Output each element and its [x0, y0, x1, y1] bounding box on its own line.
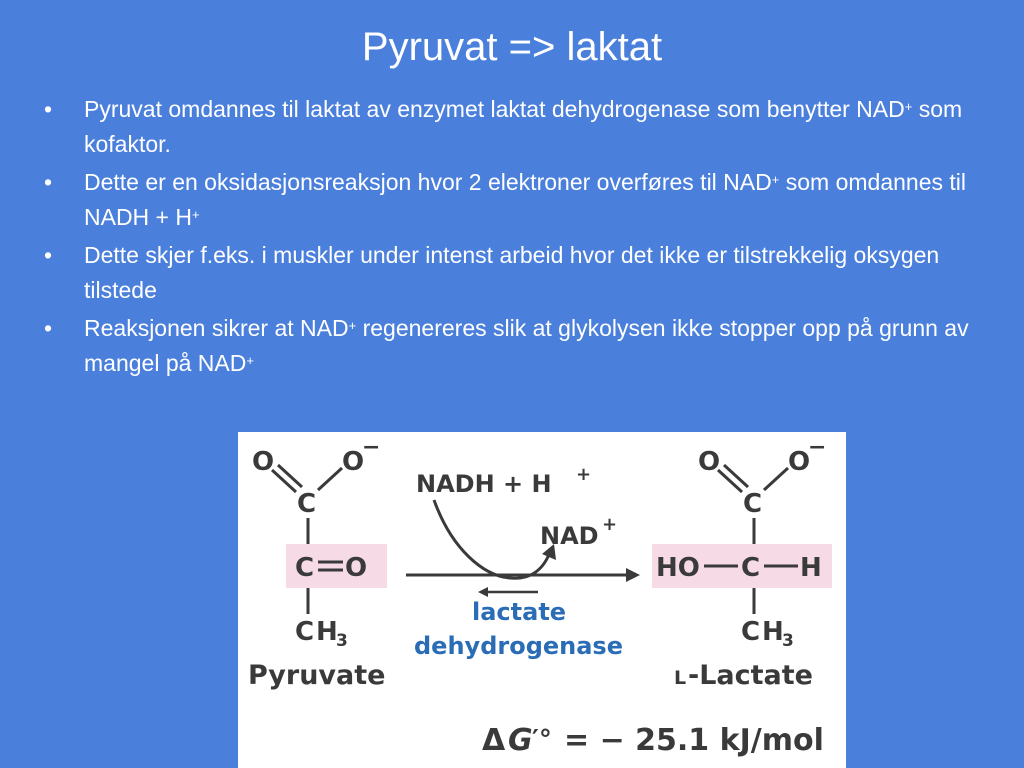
prime-degree: ′°: [532, 725, 552, 755]
atom-o: O: [788, 447, 811, 477]
bullet-text: Dette skjer f.eks. i muskler under intenst arbeid hvor det ikke er tilstrekkelig oksygen tilstede: [84, 242, 940, 303]
enzyme-label: lactate: [472, 598, 567, 626]
bullet-marker: •: [44, 169, 53, 195]
bond: [724, 465, 748, 487]
enzyme-label: dehydrogenase: [414, 632, 623, 660]
superscript-plus: +: [348, 318, 357, 333]
superscript-plus: +: [576, 464, 592, 485]
reaction-figure: [238, 432, 846, 768]
bullet-list: [44, 92, 984, 384]
atom-h: H: [762, 617, 784, 647]
bullet-text: Pyruvat omdannes til laktat av enzymet laktat dehydrogenase som benytter NAD: [84, 96, 905, 122]
bullet-item: [44, 238, 984, 308]
subscript-3: 3: [336, 631, 348, 651]
l-prefix: L: [674, 667, 687, 689]
bullet-text: som omdannes til NADH + H: [84, 169, 966, 230]
atom-c: C: [295, 553, 315, 583]
bullet-marker: •: [44, 96, 53, 122]
atom-o: O: [698, 447, 721, 477]
superscript-plus: +: [192, 207, 200, 222]
reaction-diagram: [238, 432, 846, 768]
delta-symbol: Δ: [482, 723, 506, 758]
atom-o: O: [252, 447, 275, 477]
atom-h: H: [800, 553, 822, 583]
g-symbol: G: [508, 723, 533, 758]
arrowhead: [626, 568, 640, 582]
bullet-text: regenereres slik at glykolysen ikke stopper opp på grunn av mangel på NAD: [84, 315, 969, 376]
atom-o: O: [342, 447, 365, 477]
superscript-plus: +: [246, 353, 254, 368]
bullet-item: [44, 311, 984, 381]
nad-label: NAD: [540, 522, 599, 550]
bond: [272, 470, 296, 492]
free-energy: [482, 723, 824, 758]
energy-value: = − 25.1 kJ/mol: [564, 723, 824, 758]
bullet-item: [44, 92, 984, 162]
bullet-item: [44, 165, 984, 235]
atom-c: C: [741, 553, 761, 583]
slide-title: Pyruvat => laktat: [361, 25, 663, 69]
bullet-text: som kofaktor.: [84, 96, 963, 157]
nadh-label: NADH + H: [416, 470, 552, 498]
bullet-text: Reaksjonen sikrer at NAD: [84, 315, 349, 341]
atom-ho: HO: [656, 553, 700, 583]
atom-h: H: [316, 617, 338, 647]
atom-c: C: [297, 489, 317, 519]
atom-o: O: [345, 553, 368, 583]
subscript-3: 3: [782, 631, 794, 651]
cofactor-arrow: [434, 500, 550, 578]
charge-minus: −: [808, 435, 827, 460]
arrowhead: [478, 587, 488, 597]
atom-c: C: [295, 617, 315, 647]
pyruvate-label: Pyruvate: [248, 660, 386, 691]
bullet-text: Dette er en oksidasjonsreaksjon hvor 2 elektroner overføres til NAD: [84, 169, 772, 195]
charge-minus: −: [362, 435, 381, 460]
atom-c: C: [743, 489, 763, 519]
bullet-marker: •: [44, 242, 53, 268]
bond: [278, 465, 302, 487]
lactate-structure: [656, 435, 826, 691]
bond: [718, 470, 742, 492]
reaction-arrows: [406, 464, 640, 660]
superscript-plus: +: [771, 172, 780, 187]
bond: [764, 468, 788, 490]
lactate-label: -Lactate: [688, 660, 813, 691]
atom-c: C: [741, 617, 761, 647]
superscript-plus: +: [904, 99, 913, 114]
superscript-plus: +: [602, 514, 618, 535]
bond: [318, 468, 342, 490]
bullet-marker: •: [44, 315, 53, 341]
